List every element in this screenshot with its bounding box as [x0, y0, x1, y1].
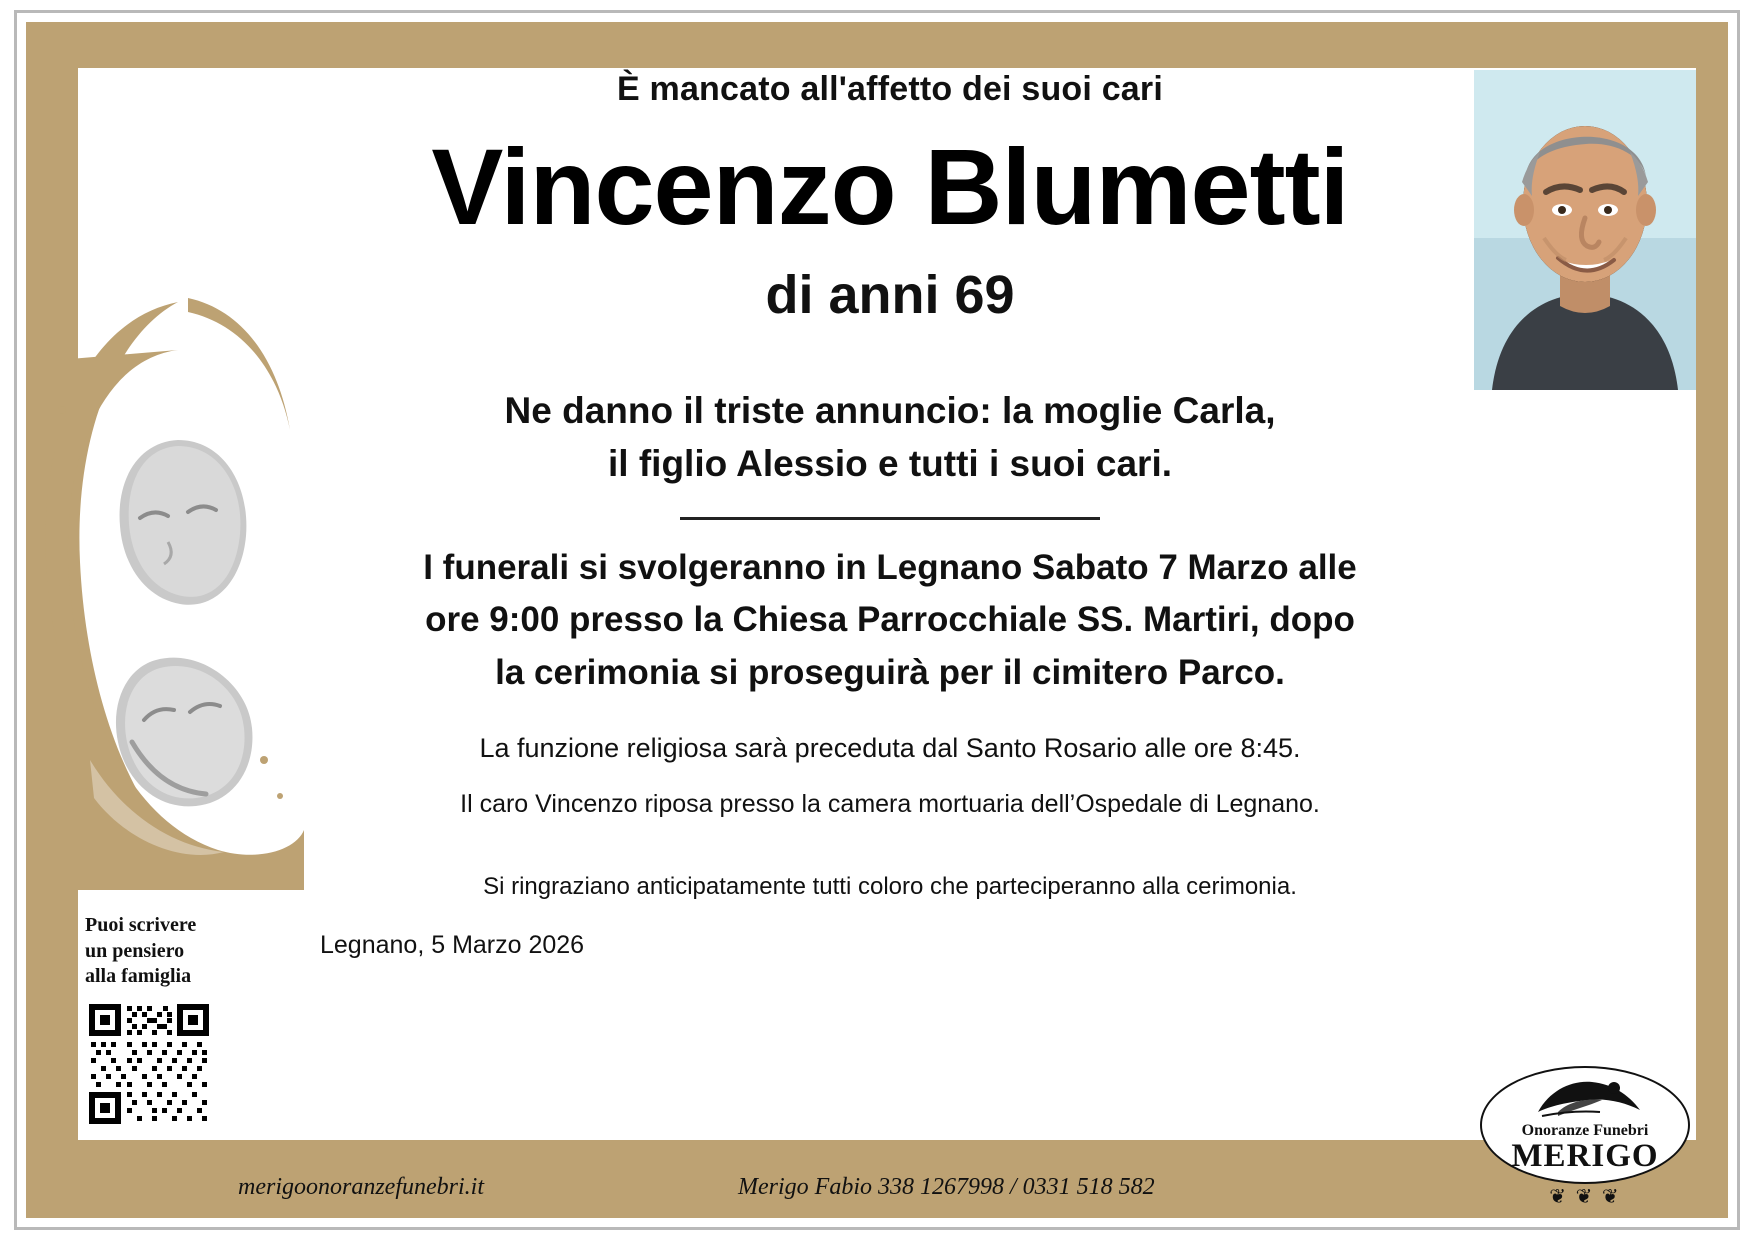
deceased-age: di anni 69	[765, 264, 1015, 325]
madonna-and-child-illustration	[28, 290, 308, 890]
footer-contact: Merigo Fabio 338 1267998 / 0331 518 582	[738, 1174, 1155, 1200]
portrait-photo-icon	[1474, 70, 1696, 390]
survivors-block	[300, 384, 1480, 491]
intro-line: È mancato all'affetto dei suoi cari	[616, 70, 1163, 108]
announcement-content	[300, 70, 1480, 960]
rosary-note: La funzione religiosa sarà preceduta dal Santo Rosario alle ore 8:45.	[479, 733, 1301, 764]
footer-text	[78, 1170, 1454, 1210]
angel-icon	[1528, 1072, 1648, 1124]
qr-caption-line-1: Puoi scrivere	[85, 914, 197, 937]
funeral-line-1: I funerali si svolgeranno in Legnano Sabato 7 Marzo alle	[423, 547, 1357, 587]
funeral-details	[300, 542, 1480, 700]
footer-website[interactable]: merigoonoranzefunebri.it	[238, 1174, 484, 1200]
qr-block[interactable]	[85, 913, 295, 1128]
divider-rule	[680, 517, 1100, 520]
deceased-name: Vincenzo Blumetti	[431, 126, 1349, 247]
logo-flourish: ❦ ❦ ❦	[1549, 1186, 1621, 1208]
qr-caption	[85, 913, 295, 990]
place-and-date: Legnano, 5 Marzo 2026	[320, 931, 585, 960]
survivors-line-2: il figlio Alessio e tutti i suoi cari.	[608, 443, 1172, 485]
funeral-line-3: la cerimonia si proseguirà per il cimitero Parco.	[495, 652, 1285, 692]
funeral-line-2: ore 9:00 presso la Chiesa Parrocchiale SS. Martiri, dopo	[425, 600, 1355, 640]
madonna-icon	[28, 290, 308, 890]
thanks-note: Si ringraziano anticipatamente tutti coloro che parteciperanno alla cerimonia.	[483, 873, 1297, 901]
angel-svg	[1528, 1072, 1648, 1124]
agency-logo	[1480, 1066, 1690, 1206]
survivors-line-1: Ne danno il triste annuncio: la moglie Carla,	[504, 389, 1276, 431]
mortuary-note: Il caro Vincenzo riposa presso la camera mortuaria dell’Ospedale di Legnano.	[460, 790, 1320, 819]
deceased-photo	[1474, 70, 1696, 390]
logo-subtitle: Onoranze Funebri	[1521, 1122, 1649, 1139]
qr-caption-line-2: un pensiero	[85, 939, 185, 962]
logo-name: MERIGO	[1511, 1138, 1659, 1174]
qr-code-svg[interactable]	[85, 1000, 213, 1128]
qr-caption-line-3: alla famiglia	[85, 965, 192, 988]
qr-code-icon[interactable]	[85, 1000, 213, 1128]
